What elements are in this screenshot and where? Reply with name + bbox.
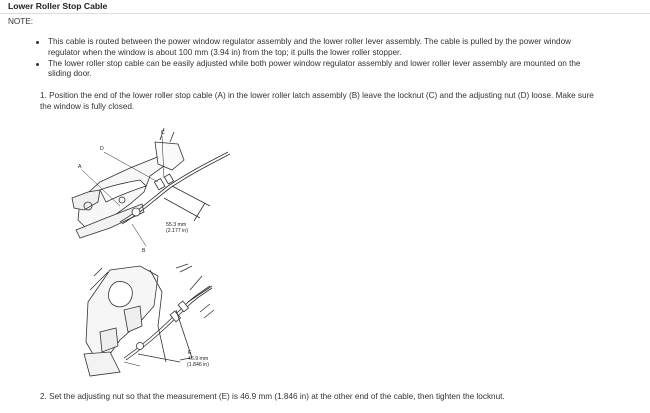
measurement-2-in: (1.846 in)	[187, 362, 209, 368]
note-text: The lower roller stop cable can be easily adjusted while both power window regulator assembly and lower roller lever assembly are mounted on the sliding door.	[48, 58, 581, 79]
regulator-cable-illustration	[80, 262, 235, 382]
callout-a: A	[78, 164, 82, 170]
title-divider	[0, 13, 650, 14]
bullet-icon	[36, 63, 39, 66]
bullet-icon	[36, 41, 39, 44]
section-title: Lower Roller Stop Cable	[8, 1, 108, 11]
callout-e: E	[188, 350, 192, 356]
measurement-1-mm: 55.3 mm	[166, 222, 187, 228]
illustration-1-svg	[60, 120, 235, 255]
measurement-1-in: (2.177 in)	[166, 228, 188, 234]
note-item	[36, 59, 596, 81]
callout-d: D	[100, 146, 104, 152]
step-1-text: 1. Position the end of the lower roller stop cable (A) in the lower roller latch assembly (B) leave the locknut (C) and the adjusting nut (D) loose. Make sure the window is fully closed.	[40, 91, 594, 111]
note-list	[36, 37, 596, 80]
illustration-2-svg	[80, 262, 235, 382]
callout-b: B	[142, 248, 146, 254]
callout-c: C	[161, 130, 165, 136]
lower-roller-latch-illustration	[60, 120, 235, 255]
note-item	[36, 37, 596, 59]
note-label: NOTE:	[8, 17, 34, 26]
step-2-text: 2. Set the adjusting nut so that the measurement (E) is 46.9 mm (1.846 in) at the other end of the cable, then tighten the locknut.	[40, 392, 505, 401]
note-text: This cable is routed between the power window regulator assembly and the lower roller lever assembly. The cable is pulled by the power window regulator when the window is about 100 mm (3.94 in) from the top; it pulls the lower roller stopper.	[48, 37, 572, 57]
measurement-2-mm: 46.9 mm	[188, 356, 209, 362]
